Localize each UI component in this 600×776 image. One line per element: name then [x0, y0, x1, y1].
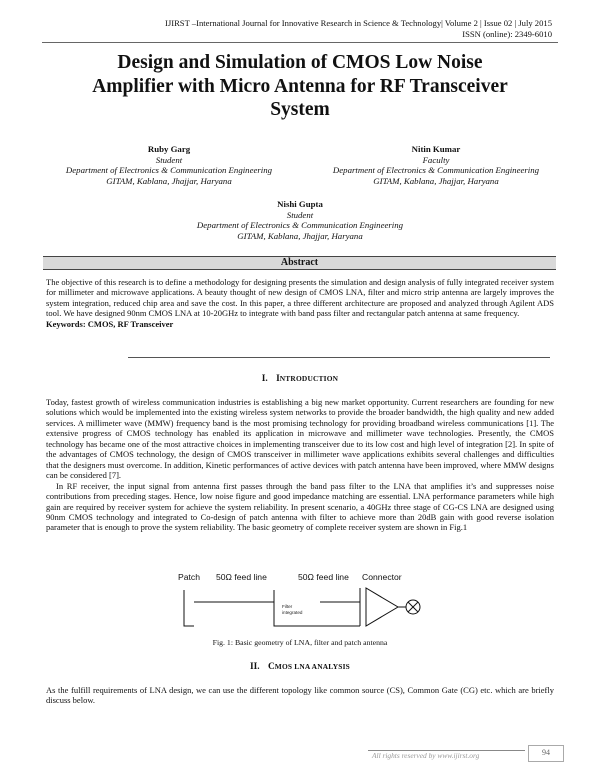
- section-title-initial: C: [267, 662, 275, 672]
- title-line-3: System: [270, 99, 330, 120]
- figure-1-caption: Fig. 1: Basic geometry of LNA, filter and patch antenna: [212, 638, 388, 647]
- title-line-2: Amplifier with Micro Antenna for RF Transceiver: [92, 75, 508, 97]
- author-block-1: [44, 144, 294, 186]
- section-number: I.: [261, 374, 268, 384]
- journal-header: IJIRST –International Journal for Innovative Research in Science & Technology| Volume 2 | Issue 02 | July 2015: [165, 18, 552, 28]
- footer-text: All rights reserved by www.ijirst.org: [372, 751, 480, 760]
- keywords: Keywords: CMOS, RF Transceiver: [46, 318, 174, 329]
- section-divider: [128, 357, 550, 358]
- section-heading-cmos-lna: [0, 662, 600, 672]
- section-number: II.: [250, 662, 260, 672]
- section-2-body: [46, 685, 554, 706]
- author-block-3: [175, 199, 425, 241]
- author-name: Nishi Gupta: [277, 199, 323, 209]
- fig-label-patch: Patch: [178, 572, 200, 582]
- paragraph: As the fulfill requirements of LNA design, we can use the different topology like common source (CS), Common Gate (CG) etc. which are briefly discuss below.: [46, 685, 554, 706]
- paper-title: [30, 51, 570, 122]
- author-role: Faculty: [422, 154, 450, 165]
- abstract-text: The objective of this research is to define a methodology for designing presents the simulation and design analysis of fully integrated receiver system for millimeter and microwave applications. A beauty thought of new design of CMOS LNA, filter and micro strip antenna are largely improves the system integration, reduced chip area and save the cost. In this paper, a three different architecture are proposed and analyzed through Agilent ADS tool. We have designed 90nm CMOS LNA at 10-20GHz to integrate with band pass filter and rectangular patch antenna at same frequency.: [46, 277, 554, 319]
- section-title-rest: NTRODUCTION: [279, 374, 339, 383]
- lna-amplifier-symbol: [366, 588, 398, 626]
- page-number: 94: [528, 745, 564, 762]
- author-block-2: [306, 144, 566, 186]
- paragraph: Today, fastest growth of wireless communication industries is establishing a big new market opportunity. Current researchers are founding for new solutions which would be implemented into the existing wireless system networks to provide the broader bandwidth, the high quality and new added services. A millimeter wave (MMW) frequency band is the most promising technology for providing broadband wireless communications [1]. The extensive progress of CMOS technology has enabled its application in microwave and millimeter wave technologies. Presently, the CMOS technology has became one of the most attractive choices in implementing transceiver due to its low cost and high level of integration [2]. In spite of the advantages of CMOS technology, the design of CMOS transceiver in millimeter wave applications exhibits several challenges and difficulties that the designers must overcome. In addition, Kinetic performances of active devices with patch antenna have been improved, where MMW designs can be considered [7].: [46, 397, 554, 481]
- issn-header: ISSN (online): 2349-6010: [462, 29, 552, 39]
- section-heading-introduction: [0, 374, 600, 384]
- author-dept: Department of Electronics & Communication Engineering: [332, 165, 540, 176]
- fig-label-connector: Connector: [362, 572, 402, 582]
- fig-label-filter-2: integrated: [282, 610, 303, 615]
- author-name: Nitin Kumar: [411, 144, 461, 154]
- fig-label-feedline-2: 50Ω feed line: [298, 572, 349, 582]
- author-role: Student: [155, 154, 183, 165]
- fig-label-feedline-1: 50Ω feed line: [216, 572, 267, 582]
- author-dept: Department of Electronics & Communication Engineering: [65, 165, 273, 176]
- patch-antenna-shape: [184, 590, 194, 626]
- paragraph: In RF receiver, the input signal from antenna first passes through the band pass filter to the LNA that amplifies it’s and suppresses noise contributions from preceding stages. Hence, low noise figure and good impedance matching are essential. LNA performance parameters while high gain are required by receiver system for achieve the system reliability. In present scenario, a 40GHz three stage of CG-CS LNA are designed using 90nm CMOS technology and integrated to Co-design of patch antenna with filter to achieve more than 20dB gain with good reverse isolation parameter that is enough to prove the system reliability. The basic geometry of complete receiver system are shown in Fig.1: [46, 480, 554, 533]
- section-title-initial: I: [276, 374, 280, 384]
- abstract-body: [46, 277, 554, 329]
- section-title-rest: MOS LNA ANALYSIS: [274, 662, 350, 671]
- fig-label-filter: Filter: [282, 604, 293, 609]
- figure-1-diagram: [170, 568, 440, 638]
- author-name: Ruby Garg: [147, 144, 191, 154]
- introduction-body: [46, 397, 554, 533]
- author-affiliation: GITAM, Kablana, Jhajjar, Haryana: [237, 230, 363, 241]
- author-role: Student: [286, 209, 314, 220]
- author-affiliation: GITAM, Kablana, Jhajjar, Haryana: [373, 175, 499, 186]
- header-divider: [42, 42, 558, 43]
- author-dept: Department of Electronics & Communication Engineering: [196, 220, 404, 231]
- abstract-heading: Abstract: [43, 256, 556, 270]
- author-affiliation: GITAM, Kablana, Jhajjar, Haryana: [106, 175, 232, 186]
- title-line-1: Design and Simulation of CMOS Low Noise: [117, 52, 483, 73]
